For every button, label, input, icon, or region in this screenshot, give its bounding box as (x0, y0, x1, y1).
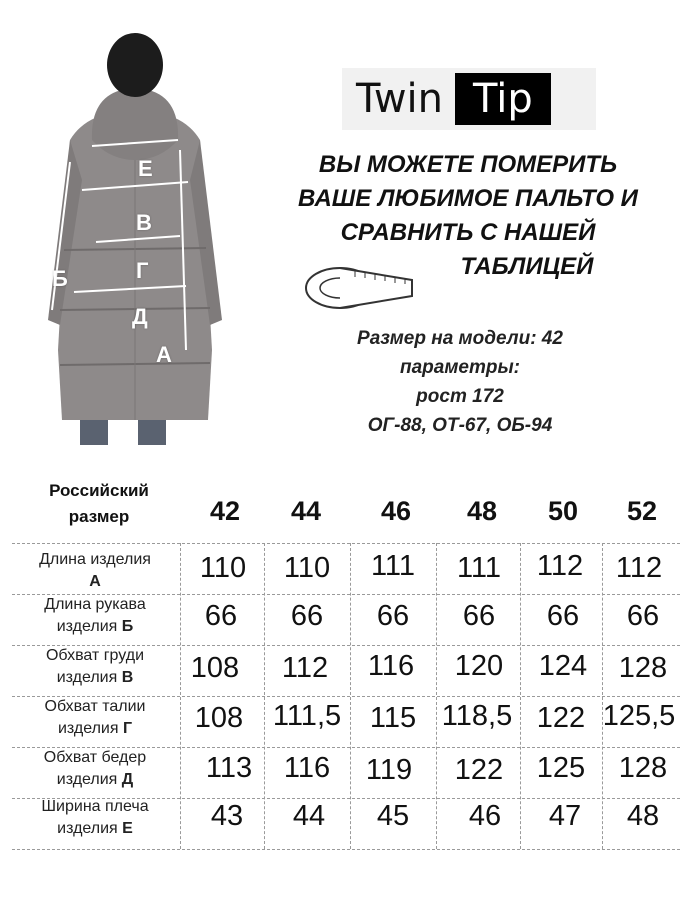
brand-logo (342, 68, 596, 130)
headline-line: СРАВНИТЬ С НАШЕЙ (340, 219, 596, 246)
params-line: параметры: (399, 357, 521, 378)
table-cell: 111 (456, 552, 502, 584)
table-cell: 128 (618, 752, 668, 784)
table-cell: 118,5 (441, 700, 513, 732)
row-label (12, 645, 178, 689)
model-photo (30, 20, 240, 450)
table-cell: 66 (462, 600, 496, 632)
corner-line: Российский (49, 481, 149, 500)
row-label-text: Ширина плеча (41, 798, 149, 815)
row-label-letter: В (121, 669, 134, 686)
table-cell: 120 (454, 650, 504, 682)
table-corner-label (38, 478, 160, 530)
mark-e: Е (138, 156, 153, 181)
table-cell: 112 (281, 652, 329, 684)
row-label-prefix: изделия (56, 669, 118, 686)
corner-line: размер (68, 507, 130, 526)
table-cell: 119 (365, 754, 413, 786)
row-label-text: Обхват груди (45, 647, 144, 664)
row-label-text: Длина изделия (39, 551, 151, 568)
mark-v: В (136, 210, 152, 235)
table-cell: 111 (370, 550, 416, 582)
params-line: ОГ-88, ОТ-67, ОБ-94 (367, 415, 553, 436)
table-cell: 66 (376, 600, 410, 632)
table-cell: 66 (290, 600, 324, 632)
row-label-text: Обхват талии (44, 698, 146, 715)
params-line: Размер на модели: 42 (357, 328, 563, 349)
row-label-letter: А (89, 573, 101, 590)
grid-line (180, 543, 181, 849)
size-header: 48 (466, 496, 498, 526)
table-cell: 125,5 (602, 700, 676, 732)
mark-g: Г (136, 258, 149, 283)
table-cell: 44 (292, 800, 326, 832)
grid-line (12, 543, 680, 544)
table-cell: 110 (199, 552, 247, 584)
row-label (12, 696, 178, 740)
size-header: 50 (547, 496, 579, 526)
row-label-prefix: изделия (57, 820, 118, 837)
grid-line (436, 543, 437, 849)
table-cell: 110 (283, 552, 331, 584)
model-parameters (300, 324, 620, 440)
row-label (12, 549, 178, 593)
table-cell: 128 (618, 652, 668, 684)
logo-text-left: Twin (356, 76, 443, 122)
table-cell: 66 (546, 600, 580, 632)
table-cell: 112 (615, 552, 663, 584)
table-cell: 108 (190, 652, 240, 684)
row-label-letter: Г (122, 720, 133, 737)
row-label (12, 594, 178, 638)
size-header: 52 (626, 496, 658, 526)
headline-line: ВЫ МОЖЕТЕ ПОМЕРИТЬ (318, 151, 618, 178)
coat-illustration (30, 20, 240, 450)
table-cell: 122 (454, 754, 504, 786)
table-cell: 43 (210, 800, 244, 832)
params-line: рост 172 (416, 386, 504, 407)
mark-a: А (156, 342, 172, 367)
row-label (12, 747, 178, 791)
row-label-text: Длина рукава (44, 596, 146, 613)
row-label-letter: Д (121, 771, 134, 788)
row-label-prefix: изделия (57, 720, 119, 737)
table-cell: 122 (536, 702, 586, 734)
table-cell: 66 (626, 600, 660, 632)
table-cell: 108 (194, 702, 244, 734)
row-label-letter: Б (121, 618, 134, 635)
table-cell: 66 (204, 600, 238, 632)
table-cell: 111,5 (272, 700, 342, 732)
table-cell: 113 (205, 752, 253, 784)
table-cell: 116 (367, 650, 415, 682)
row-label (12, 796, 178, 840)
table-cell: 116 (283, 752, 331, 784)
row-label-letter: Е (122, 820, 133, 837)
table-cell: 46 (468, 800, 502, 832)
row-label-text: Обхват бедер (43, 749, 147, 766)
table-cell: 124 (538, 650, 588, 682)
measuring-tape-icon (300, 262, 418, 314)
size-header: 44 (290, 496, 322, 526)
mark-d: Д (132, 304, 148, 329)
table-cell: 112 (536, 550, 584, 582)
size-header: 46 (380, 496, 412, 526)
table-cell: 45 (376, 800, 410, 832)
headline-line: ТАБЛИЦЕЙ (460, 253, 594, 280)
size-header: 42 (209, 496, 241, 526)
row-label-prefix: изделия (56, 771, 118, 788)
table-cell: 125 (536, 752, 586, 784)
mark-b: Б (52, 266, 68, 291)
table-cell: 115 (369, 702, 417, 734)
logo-text-right: Tip (455, 73, 551, 125)
row-label-prefix: изделия (56, 618, 118, 635)
grid-line (12, 849, 680, 850)
headline-line: ВАШЕ ЛЮБИМОЕ ПАЛЬТО И (298, 185, 638, 212)
table-cell: 48 (626, 800, 660, 832)
table-cell: 47 (548, 800, 582, 832)
